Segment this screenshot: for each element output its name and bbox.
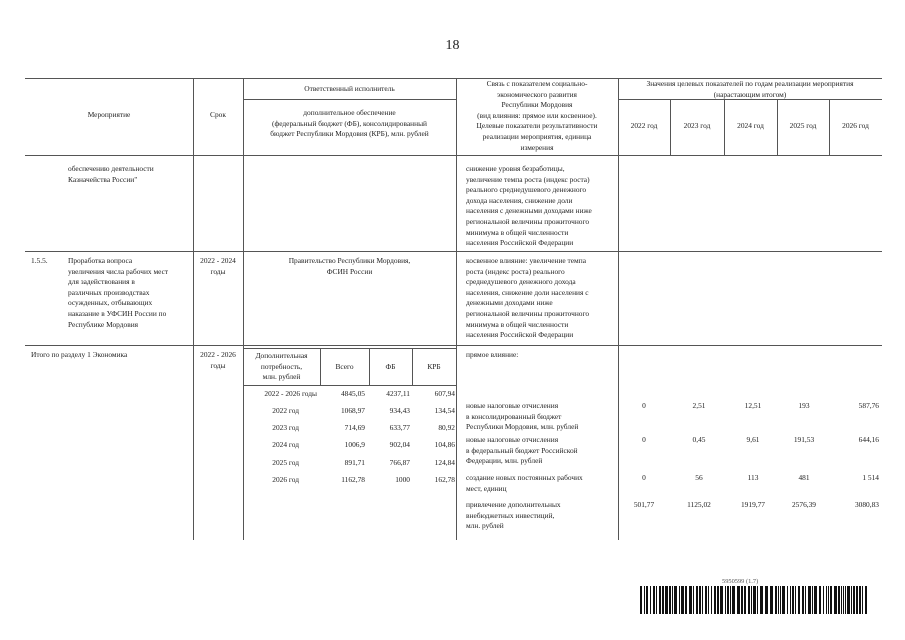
cont-link-line: реального среднедушевого денежного xyxy=(466,185,587,195)
indicator-value: 2576,39 xyxy=(791,500,817,509)
year-2026: 2026 год xyxy=(842,121,869,130)
barcode-bar xyxy=(751,586,752,614)
barcode-bar xyxy=(727,586,729,614)
indicator-line: новые налоговые отчисления xyxy=(466,435,559,444)
total-label: Итого по разделу 1 Экономика xyxy=(31,350,128,359)
barcode-bar xyxy=(659,586,661,614)
row-155-link-line: региональной величины прожиточного xyxy=(466,308,590,318)
row-155-event-line: осужденных, отбывающих xyxy=(68,298,153,308)
funding-row-label: 2022 - 2026 годы xyxy=(264,389,317,398)
funding-row-label: 2022 год xyxy=(272,406,299,415)
link-line: Целевые показатели результативности xyxy=(476,121,598,131)
link-line: измерения xyxy=(520,142,554,152)
row-155-executor xyxy=(243,256,456,277)
year-2023: 2023 год xyxy=(683,121,711,130)
row-155-event-line: для задействования в xyxy=(68,277,135,287)
barcode-bar xyxy=(843,586,844,614)
barcode-bar xyxy=(714,586,716,614)
barcode-bar xyxy=(802,586,804,614)
barcode-bar xyxy=(681,586,684,614)
indicator-value: 481 xyxy=(798,473,810,482)
link-line: (вид влияния: прямое или косвенное). xyxy=(477,110,597,120)
barcode-bar xyxy=(689,586,692,614)
indicator-value: 56 xyxy=(695,473,703,482)
values-title-line: (нарастающим итогом) xyxy=(713,89,787,99)
barcode-bar xyxy=(665,586,668,614)
barcode-bar xyxy=(865,586,867,614)
barcode-bar xyxy=(679,586,680,614)
barcode-bar xyxy=(819,586,821,614)
year-2022: 2022 год xyxy=(630,121,658,130)
barcode-bar xyxy=(640,586,642,614)
barcode-bar xyxy=(826,586,827,614)
cont-event xyxy=(68,164,154,185)
indicator-text xyxy=(466,500,561,532)
row-155-event-line: увеличения числа рабочих мест xyxy=(68,266,169,276)
indicator-value: 3080,83 xyxy=(854,500,879,509)
indicator-line: в федеральный бюджет Российской xyxy=(466,445,578,455)
barcode-bar xyxy=(853,586,855,614)
indicator-value: 0 xyxy=(642,473,646,482)
barcode-bar xyxy=(720,586,723,614)
barcode-bar xyxy=(741,586,743,614)
indicator-line: мест, единиц xyxy=(466,483,507,493)
indicator-value: 501,77 xyxy=(633,500,655,509)
barcode-bar xyxy=(775,586,777,614)
cont-link xyxy=(466,164,592,249)
year-2025: 2025 год xyxy=(789,121,817,130)
funding-line: (федеральный бюджет (ФБ), консолидированный xyxy=(271,118,428,128)
funding-row-label: 2023 год xyxy=(272,423,299,432)
header-link xyxy=(456,79,618,153)
barcode-bar xyxy=(847,586,850,614)
funding-line: бюджет Республики Мордовия (КРБ), млн. рублей xyxy=(270,129,429,139)
header-term: Срок xyxy=(210,110,226,119)
barcode-bar xyxy=(650,586,651,614)
barcode-bar xyxy=(708,586,709,614)
indicator-line: млн. рублей xyxy=(466,521,504,531)
funding-krb: 104,86 xyxy=(434,440,455,449)
need-label xyxy=(245,351,318,383)
barcode-bar xyxy=(780,586,781,614)
row-155-term-line: 2022 - 2024 xyxy=(200,256,236,265)
funding-fb: 1000 xyxy=(395,475,410,484)
funding-fb: 902,04 xyxy=(389,440,410,449)
funding-all: 891,71 xyxy=(344,458,365,467)
barcode-bar xyxy=(812,586,813,614)
row-rule xyxy=(25,251,882,252)
mini-table-top xyxy=(243,348,456,349)
indicator-value: 644,16 xyxy=(858,435,879,444)
barcode-bar xyxy=(748,586,750,614)
col-fb: ФБ xyxy=(385,362,396,371)
barcode-bar xyxy=(795,586,796,614)
row-155-link-line: роста (индекс роста) реального xyxy=(466,266,565,276)
funding-krb: 124,84 xyxy=(434,458,455,467)
indicator-value: 0 xyxy=(642,435,646,444)
row-155-event-line: Проработка вопроса xyxy=(68,256,133,265)
mini-table-header-bottom xyxy=(243,385,456,386)
barcode-bar xyxy=(644,586,645,614)
barcode-bar xyxy=(662,586,664,614)
barcode-bar xyxy=(765,586,768,614)
link-line: Связь с показателем социально- xyxy=(486,79,588,88)
barcode-bar xyxy=(674,586,677,614)
row-155-number: 1.5.5. xyxy=(31,256,48,265)
page-number: 18 xyxy=(445,38,460,53)
barcode-bar xyxy=(770,586,773,614)
barcode-bar xyxy=(841,586,842,614)
barcode-bar xyxy=(744,586,746,614)
barcode-bar xyxy=(808,586,811,614)
header-bottom-rule xyxy=(25,155,882,156)
barcode-bar xyxy=(862,586,863,614)
need-label-line: млн. рублей xyxy=(262,372,301,382)
barcode-bar xyxy=(830,586,832,614)
row-155-link-line: минимума в общей численности xyxy=(466,319,569,329)
indicator-text xyxy=(466,435,578,467)
header-funding xyxy=(243,108,456,140)
row-155-event-line: Республике Мордовия xyxy=(68,319,139,329)
indicator-value: 191,53 xyxy=(793,435,815,444)
barcode-bar xyxy=(725,586,726,614)
indicator-line: создание новых постоянных рабочих xyxy=(466,473,583,482)
executor-subrule xyxy=(243,99,456,100)
barcode-bar xyxy=(760,586,763,614)
row-155-link-line: косвенное влияние: увеличение темпа xyxy=(466,256,586,265)
cont-link-line: минимума в общей численности xyxy=(466,227,569,237)
barcode-bar xyxy=(730,586,731,614)
row-rule xyxy=(25,345,882,346)
barcode-image xyxy=(640,586,870,614)
cont-link-line: населения с денежными доходами ниже xyxy=(466,206,592,216)
need-label-line: потребность, xyxy=(260,361,303,371)
values-title-line: Значения целевых показателей по годам реализации мероприятия xyxy=(646,79,854,88)
cont-link-line: снижение уровня безработицы, xyxy=(466,164,565,173)
barcode-bar xyxy=(685,586,687,614)
indicator-value: 587,76 xyxy=(858,401,879,410)
barcode-bar xyxy=(823,586,824,614)
influence-type: прямое влияние: xyxy=(466,350,519,359)
barcode-bar xyxy=(805,586,806,614)
row-155-executor-line: ФСИН России xyxy=(326,266,373,276)
funding-all: 1006,9 xyxy=(344,440,365,449)
barcode-bar xyxy=(782,586,785,614)
funding-row-label: 2026 год xyxy=(272,475,299,484)
indicator-value: 193 xyxy=(798,401,810,410)
barcode-bar xyxy=(717,586,719,614)
indicator-line: привлечение дополнительных xyxy=(466,500,561,509)
row-155-event-line: различных производствах xyxy=(68,287,150,297)
col-all: Всего xyxy=(335,362,354,371)
barcode-bar xyxy=(646,586,648,614)
barcode-bar xyxy=(702,586,703,614)
indicator-text xyxy=(466,401,578,433)
barcode-bar xyxy=(787,586,788,614)
row-155-term xyxy=(193,256,243,277)
link-line: реализации мероприятия, единица xyxy=(482,131,592,141)
indicator-value: 9,61 xyxy=(746,435,760,444)
funding-all: 4845,05 xyxy=(340,389,365,398)
indicator-value: 12,51 xyxy=(744,401,762,410)
header-executor: Ответственный исполнитель xyxy=(304,84,395,93)
cont-link-line: увеличение темпа роста (индекс роста) xyxy=(466,174,590,184)
funding-krb: 162,78 xyxy=(434,475,455,484)
funding-row-label: 2025 год xyxy=(272,458,299,467)
barcode-bar xyxy=(757,586,758,614)
barcode-bar xyxy=(732,586,735,614)
barcode-bar xyxy=(814,586,817,614)
funding-krb: 80,92 xyxy=(438,423,455,432)
vline xyxy=(193,155,194,540)
barcode-bar xyxy=(845,586,846,614)
row-155-link-line: населения, снижение доли населения с xyxy=(466,287,589,297)
funding-all: 1068,97 xyxy=(340,406,365,415)
indicator-line: Федерации, млн. рублей xyxy=(466,456,543,466)
cont-link-line: дохода населения, снижение доли xyxy=(466,195,573,205)
funding-fb: 766,87 xyxy=(389,458,410,467)
barcode-bar xyxy=(672,586,673,614)
row-155-event xyxy=(68,256,168,330)
link-line: Республики Мордовия xyxy=(501,100,573,110)
row-155-link xyxy=(466,256,589,341)
funding-all: 714,69 xyxy=(344,423,365,432)
row-155-link-line: населения Российской Федерации xyxy=(466,330,574,340)
funding-fb: 934,43 xyxy=(389,406,410,415)
need-label-line: Дополнительная xyxy=(255,351,308,360)
barcode-bar xyxy=(737,586,740,614)
funding-all: 1162,78 xyxy=(341,475,365,484)
barcode-bar xyxy=(693,586,694,614)
funding-fb: 4237,11 xyxy=(386,389,410,398)
barcode-bar xyxy=(834,586,837,614)
cont-event-line: Казначейства России" xyxy=(68,174,138,184)
barcode-bar xyxy=(778,586,779,614)
barcode-bar xyxy=(705,586,707,614)
indicator-value: 1125,02 xyxy=(687,500,711,509)
barcode-bar xyxy=(653,586,655,614)
barcode-bar xyxy=(828,586,829,614)
barcode-bar xyxy=(798,586,800,614)
year-2024: 2024 год xyxy=(737,121,764,130)
header-values-title xyxy=(618,79,882,100)
total-term xyxy=(193,350,243,371)
barcode-bar xyxy=(851,586,852,614)
cont-event-line: обеспечению деятельности xyxy=(68,164,154,173)
indicator-value: 0,45 xyxy=(692,435,706,444)
row-155-event-line: наказание в УФСИН России по xyxy=(68,308,167,318)
barcode-bar xyxy=(696,586,698,614)
cont-link-line: региональной величины прожиточного xyxy=(466,216,590,226)
indicator-line: внебюджетных инвестиций, xyxy=(466,510,555,520)
indicator-value: 1919,77 xyxy=(740,500,766,509)
barcode-bar xyxy=(859,586,861,614)
total-term-line: 2022 - 2026 xyxy=(200,350,236,359)
funding-krb: 134,54 xyxy=(434,406,455,415)
indicator-text xyxy=(466,473,583,494)
barcode-bar xyxy=(753,586,756,614)
indicator-value: 2,51 xyxy=(692,401,706,410)
indicator-value: 1 514 xyxy=(862,473,879,482)
indicator-value: 113 xyxy=(747,473,759,482)
funding-fb: 633,77 xyxy=(389,423,410,432)
cont-link-line: населения Российской Федерации xyxy=(466,238,574,248)
col-krb: КРБ xyxy=(427,362,441,371)
document-code: 5950599 (1.7) xyxy=(722,578,759,585)
barcode-bar xyxy=(792,586,794,614)
indicator-line: в консолидированный бюджет xyxy=(466,411,562,421)
row-155-term-line: годы xyxy=(210,266,226,276)
funding-krb: 607,94 xyxy=(434,389,455,398)
row-155-executor-line: Правительство Республики Мордовия, xyxy=(288,256,411,265)
barcode-bar xyxy=(856,586,858,614)
indicator-value: 0 xyxy=(642,401,646,410)
barcode-bar xyxy=(711,586,712,614)
total-term-line: годы xyxy=(210,360,226,370)
barcode-bar xyxy=(699,586,701,614)
vline xyxy=(456,155,457,540)
row-155-link-line: среднедушевого денежного дохода xyxy=(466,277,576,287)
link-line: экономического развития xyxy=(497,89,577,99)
indicator-line: Республики Мордовия, млн. рублей xyxy=(466,422,579,432)
barcode-bar xyxy=(656,586,657,614)
row-155-link-line: денежными доходами ниже xyxy=(466,298,553,308)
barcode-bar xyxy=(669,586,671,614)
funding-row-label: 2024 год xyxy=(272,440,299,449)
barcode-bar xyxy=(790,586,791,614)
indicator-line: новые налоговые отчисления xyxy=(466,401,559,410)
header-event: Мероприятие xyxy=(87,110,131,119)
barcode-bar xyxy=(838,586,840,614)
funding-line: дополнительное обеспечение xyxy=(303,108,396,117)
